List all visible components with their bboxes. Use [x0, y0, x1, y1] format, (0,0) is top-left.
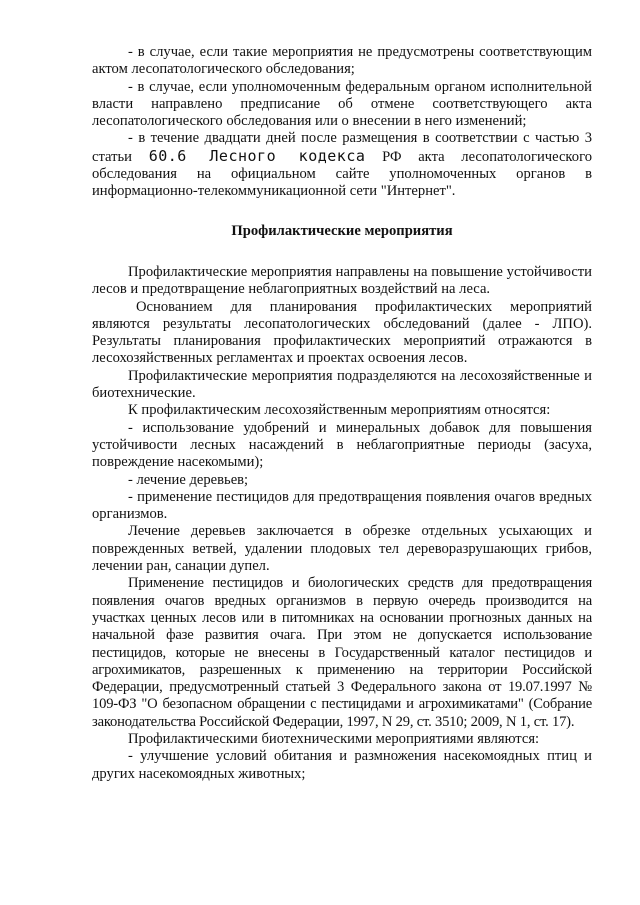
- paragraph: Профилактические мероприятия подразделяются на лесохозяйственные и биотехнические.: [92, 367, 592, 402]
- law-reference-link[interactable]: 60.6 Лесного кодекса: [148, 146, 366, 165]
- paragraph: - в случае, если такие мероприятия не предусмотрены соответствующим актом лесопатологического обследования;: [92, 44, 592, 78]
- paragraph-text: РФ акта лесопатологического обследования на официальном сайте уполномоченных органов в информационно-телекоммуникационной сети "Интернет".: [92, 148, 592, 200]
- list-item: - лечение деревьев;: [128, 471, 249, 488]
- list-item: - использование удобрений и минеральных добавок для повышения устойчивости лесных насаждений в неблагоприятные периоды (засуха, повреждение насекомыми);: [92, 419, 592, 471]
- paragraph: К профилактическим лесохозяйственным мероприятиям относятся:: [128, 402, 551, 419]
- section-heading: Профилактические мероприятия: [231, 222, 453, 239]
- paragraph: Лечение деревьев заключается в обрезке отдельных усыхающих и поврежденных ветвей, удалении плодовых тел дереворазрушающих грибов, лечении ран, санации дупел.: [92, 523, 592, 575]
- paragraph: - в случае, если уполномоченным федеральным органом исполнительной власти направлено предписание об отмене соответствующего акта лесопатологического обследования или о внесении в него изменений;: [92, 78, 592, 130]
- list-item: - применение пестицидов для предотвращения появления очагов вредных организмов.: [92, 488, 592, 523]
- paragraph-text: - в течение двадцати дней после размещения в соответствии с частью 3 статьи: [92, 130, 592, 165]
- paragraph: Основанием для планирования профилактических мероприятий являются результаты лесопатологических обследований (далее - ЛПО). Результаты планирования профилактических мероприятий отражаются в лесохозяйственных регламентах и проектах освоения лесов.: [92, 298, 592, 367]
- paragraph: Профилактическими биотехническими мероприятиями являются:: [128, 730, 540, 747]
- paragraph: [92, 130, 592, 200]
- list-item: - улучшение условий обитания и размножения насекомоядных птиц и других насекомоядных животных;: [92, 748, 592, 782]
- document-body: [92, 44, 592, 783]
- paragraph: Применение пестицидов и биологических средств для предотвращения появления очагов вредных организмов в первую очередь производится на участках ценных лесов или в питомниках на основании прогнозных данных на начальной фазе развития очага. При этом не допускается использование пестицидов, которые не внесены в Государственный каталог пестицидов и агрохимикатов, разрешенных к применению на территории Российской Федерации, предусмотренный статьей 3 Федерального закона от 19.07.1997 № 109-ФЗ "О безопасном обращении с пестицидами и агрохимикатами" (Собрание законодательства Российской Федерации, 1997, N 29, ст. 3510; 2009, N 1, ст. 17).: [92, 575, 592, 730]
- paragraph: Профилактические мероприятия направлены на повышение устойчивости лесов и предотвращение неблагоприятных воздействий на леса.: [92, 263, 592, 298]
